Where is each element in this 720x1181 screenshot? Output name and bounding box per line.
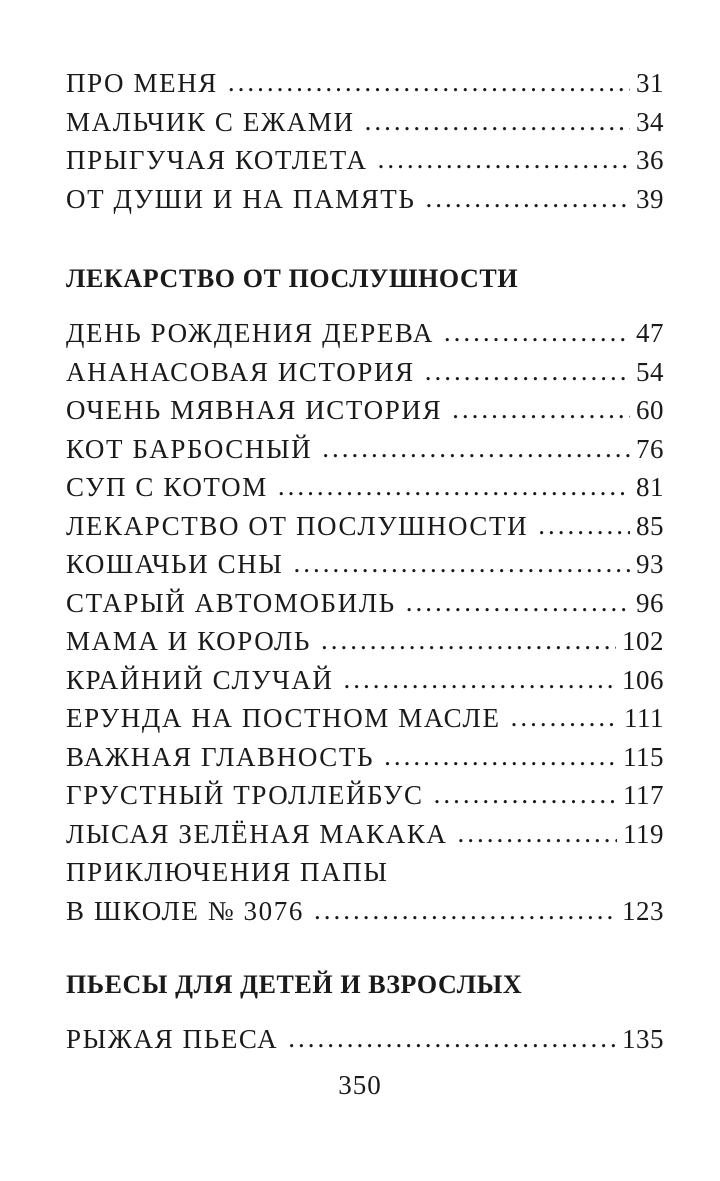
toc-entry[interactable] — [66, 468, 664, 507]
dot-leader — [452, 390, 630, 429]
toc-entry-wrapped-line1[interactable] — [66, 853, 664, 892]
toc-entry-page: 102 — [622, 626, 664, 656]
toc-entry-title: МАЛЬЧИК С ЕЖАМИ — [66, 106, 355, 137]
dot-leader — [278, 467, 630, 506]
dot-leader — [538, 506, 630, 545]
toc-entry-title: РЫЖАЯ ПЬЕСА — [66, 1024, 279, 1054]
toc-section-2 — [66, 1020, 664, 1059]
toc-entry-page: 31 — [636, 68, 664, 98]
toc-entry-page: 93 — [636, 549, 664, 579]
toc-entry-title: ДЕНЬ РОЖДЕНИЯ ДЕРЕВА — [66, 318, 434, 348]
toc-entry[interactable] — [66, 64, 664, 103]
toc-entry-page: 47 — [636, 318, 664, 348]
dot-leader — [321, 621, 616, 660]
dot-leader — [425, 352, 630, 391]
toc-entry-page: 34 — [636, 106, 664, 137]
dot-leader — [322, 429, 630, 468]
toc-entry-title: ЕРУНДА НА ПОСТНОМ МАСЛЕ — [66, 703, 501, 733]
toc-entry[interactable] — [66, 776, 664, 815]
toc-entry-title: АНАНАСОВАЯ ИСТОРИЯ — [66, 356, 415, 387]
dot-leader — [384, 737, 617, 776]
toc-entry-title: ЛЕКАРСТВО ОТ ПОСЛУШНОСТИ — [66, 510, 529, 541]
toc-entry[interactable] — [66, 738, 664, 777]
toc-entry-title: МАМА И КОРОЛЬ — [66, 626, 311, 656]
toc-entry-page: 36 — [636, 145, 664, 175]
toc-section-1 — [66, 314, 664, 930]
toc-entry-page: 96 — [636, 587, 664, 618]
page-number: 350 — [338, 1070, 382, 1100]
dot-leader — [314, 891, 616, 930]
toc-group-intro — [66, 64, 664, 218]
toc-entry[interactable] — [66, 430, 664, 469]
dot-leader — [365, 102, 630, 141]
toc-entry-page: 123 — [622, 895, 664, 926]
toc-entry-title: ПРЫГУЧАЯ КОТЛЕТА — [66, 145, 368, 175]
dot-leader — [511, 698, 618, 737]
dot-leader — [293, 544, 630, 583]
dot-leader — [444, 313, 630, 352]
toc-entry-page: 81 — [636, 472, 664, 502]
toc-entry-page: 54 — [636, 356, 664, 387]
toc-entry[interactable] — [66, 314, 664, 353]
toc-entry[interactable] — [66, 1020, 664, 1059]
toc-entry-page: 39 — [636, 183, 664, 214]
toc-entry-title: ОЧЕНЬ МЯВНАЯ ИСТОРИЯ — [66, 395, 443, 425]
toc-entry-title: ЛЫСАЯ ЗЕЛЁНАЯ МАКАКА — [66, 818, 448, 849]
dot-leader — [228, 63, 630, 102]
dot-leader — [288, 1019, 616, 1058]
toc-entry-title: ОТ ДУШИ И НА ПАМЯТЬ — [66, 183, 416, 214]
toc-entry[interactable] — [66, 391, 664, 430]
dot-leader — [406, 583, 630, 622]
toc-entry[interactable] — [66, 699, 664, 738]
toc-entry[interactable] — [66, 584, 664, 623]
toc-entry[interactable] — [66, 141, 664, 180]
toc-entry-title: ВАЖНАЯ ГЛАВНОСТЬ — [66, 741, 375, 772]
dot-leader — [378, 140, 630, 179]
toc-entry-page: 117 — [623, 780, 664, 810]
toc-entry-page: 111 — [624, 703, 664, 733]
toc-entry-title-line2: В ШКОЛЕ № 3076 — [66, 895, 304, 926]
toc-entry-page: 85 — [636, 510, 664, 541]
toc-entry[interactable] — [66, 661, 664, 700]
dot-leader — [344, 660, 616, 699]
toc-entry-title: ПРО МЕНЯ — [66, 68, 218, 98]
section-heading: ЛЕКАРСТВО ОТ ПОСЛУШНОСТИ — [66, 264, 519, 293]
toc-entry-page: 119 — [623, 818, 664, 849]
toc-entry[interactable] — [66, 815, 664, 854]
toc-entry-title: КОТ БАРБОСНЫЙ — [66, 433, 313, 464]
toc-entry-page: 60 — [636, 395, 664, 425]
toc-entry-page: 115 — [623, 741, 664, 772]
toc-entry[interactable] — [66, 507, 664, 546]
dot-leader — [426, 179, 631, 218]
toc-entry-title-line1: ПРИКЛЮЧЕНИЯ ПАПЫ — [66, 857, 389, 887]
toc-entry[interactable] — [66, 545, 664, 584]
dot-leader — [434, 775, 617, 814]
section-heading: ПЬЕСЫ ДЛЯ ДЕТЕЙ И ВЗРОСЛЫХ — [66, 970, 523, 999]
toc-entry-page: 135 — [622, 1024, 664, 1054]
toc-entry-title: КОШАЧЬИ СНЫ — [66, 549, 284, 579]
toc-entry-title: КРАЙНИЙ СЛУЧАЙ — [66, 664, 334, 695]
toc-entry[interactable] — [66, 622, 664, 661]
toc-entry[interactable] — [66, 353, 664, 392]
toc-entry-title: СУП С КОТОМ — [66, 472, 268, 502]
toc-entry-title: ГРУСТНЫЙ ТРОЛЛЕЙБУС — [66, 780, 424, 810]
dot-leader — [458, 814, 617, 853]
toc-entry-page: 76 — [636, 433, 664, 464]
table-of-contents — [66, 64, 664, 1059]
toc-entry-title: СТАРЫЙ АВТОМОБИЛЬ — [66, 587, 396, 618]
toc-entry[interactable] — [66, 180, 664, 219]
toc-entry-wrapped-line2[interactable] — [66, 892, 664, 931]
toc-entry-page: 106 — [622, 664, 664, 695]
toc-entry[interactable] — [66, 103, 664, 142]
